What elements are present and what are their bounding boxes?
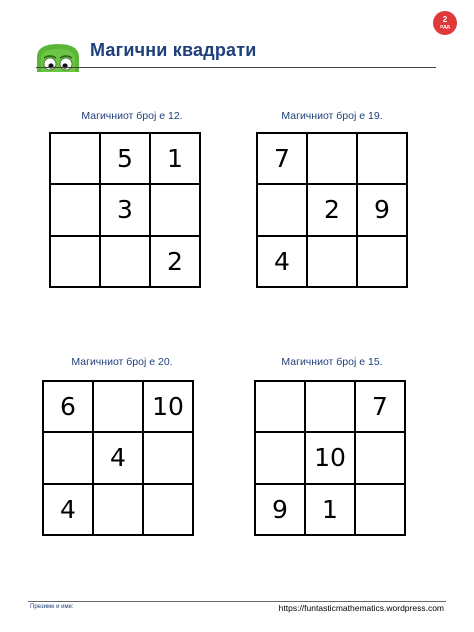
grid-cell[interactable] xyxy=(93,484,143,535)
grid-cell[interactable] xyxy=(307,236,357,287)
footer-divider xyxy=(28,601,446,602)
puzzle-label: Магичниот број е 20. xyxy=(71,356,173,368)
grid-cell[interactable] xyxy=(255,381,305,432)
grid-cell[interactable] xyxy=(355,432,405,483)
grid-cell[interactable] xyxy=(357,236,407,287)
grid-cell[interactable]: 1 xyxy=(305,484,355,535)
puzzle-label: Магичниот број е 12. xyxy=(81,110,183,122)
grid-cell[interactable]: 6 xyxy=(43,381,93,432)
grid-cell[interactable]: 5 xyxy=(100,133,150,184)
grid-cell[interactable] xyxy=(357,133,407,184)
grid-cell[interactable] xyxy=(43,432,93,483)
grid-cell[interactable] xyxy=(307,133,357,184)
grid-cell[interactable]: 3 xyxy=(100,184,150,235)
magic-square-grid xyxy=(254,380,406,536)
grid-cell[interactable] xyxy=(50,133,100,184)
puzzle-label: Магичниот број е 19. xyxy=(281,110,383,122)
header-divider xyxy=(36,67,436,68)
magic-square-grid xyxy=(49,132,201,288)
grid-cell[interactable] xyxy=(93,381,143,432)
grade-number: 2 xyxy=(442,15,448,24)
grid-cell[interactable]: 7 xyxy=(355,381,405,432)
student-name-label: Презиме и име: xyxy=(30,604,74,610)
grid-cell[interactable] xyxy=(355,484,405,535)
grid-cell[interactable]: 10 xyxy=(143,381,193,432)
grid-cell[interactable]: 9 xyxy=(357,184,407,235)
grid-cell[interactable]: 4 xyxy=(93,432,143,483)
grid-cell[interactable]: 2 xyxy=(307,184,357,235)
grid-cell[interactable]: 2 xyxy=(150,236,200,287)
magic-square-grid xyxy=(42,380,194,536)
magic-square-grid xyxy=(256,132,408,288)
grid-cell[interactable] xyxy=(150,184,200,235)
grid-cell[interactable]: 7 xyxy=(257,133,307,184)
grid-cell[interactable] xyxy=(255,432,305,483)
grid-cell[interactable] xyxy=(50,184,100,235)
grid-cell[interactable] xyxy=(143,484,193,535)
website-url: https://funtasticmathematics.wordpress.com xyxy=(278,603,444,613)
grid-cell[interactable]: 9 xyxy=(255,484,305,535)
grid-cell[interactable] xyxy=(257,184,307,235)
grid-cell[interactable]: 10 xyxy=(305,432,355,483)
grid-cell[interactable]: 1 xyxy=(150,133,200,184)
grid-cell[interactable] xyxy=(100,236,150,287)
puzzle-label: Магичниот број е 15. xyxy=(281,356,383,368)
grid-cell[interactable] xyxy=(305,381,355,432)
grid-cell[interactable]: 4 xyxy=(257,236,307,287)
grade-unit: одд xyxy=(440,24,450,30)
grid-cell[interactable]: 4 xyxy=(43,484,93,535)
page-title: Магични квадрати xyxy=(90,40,257,60)
grid-cell[interactable] xyxy=(50,236,100,287)
grid-cell[interactable] xyxy=(143,432,193,483)
grade-badge xyxy=(433,11,457,35)
